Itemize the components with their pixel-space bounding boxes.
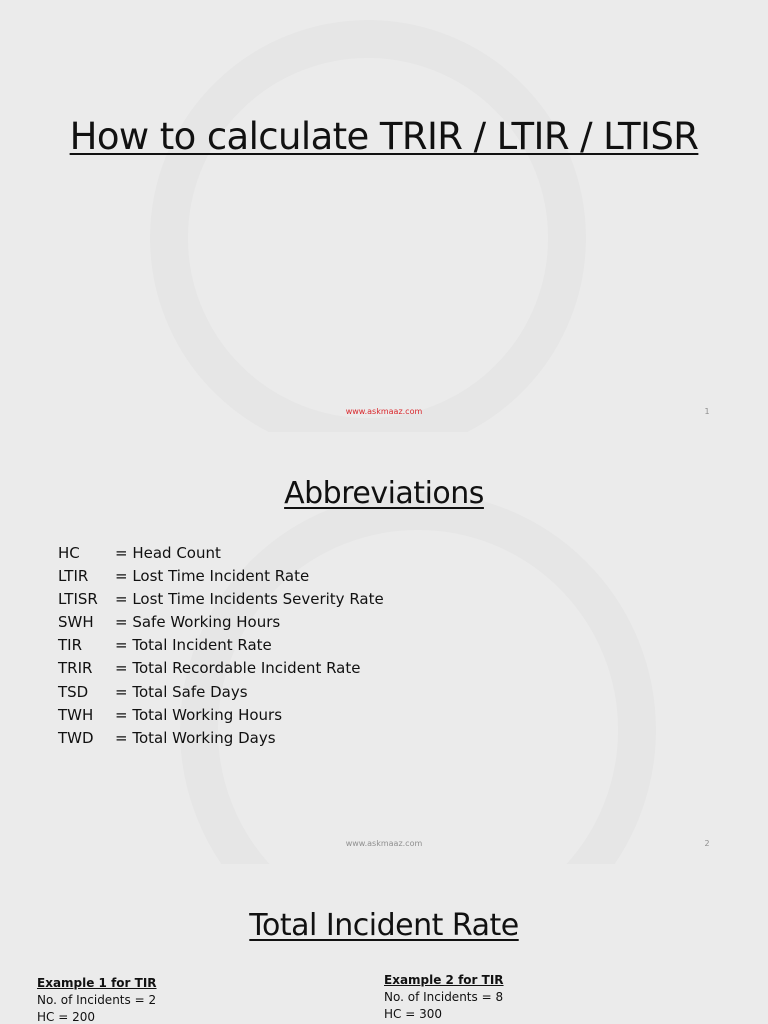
example-2 bbox=[384, 972, 504, 1023]
abbreviation-term: LTISR bbox=[58, 590, 98, 609]
slide-2-title: Abbreviations bbox=[284, 476, 484, 511]
slide-1 bbox=[0, 0, 768, 432]
slide-1-title: How to calculate TRIR / LTIR / LTISR bbox=[69, 115, 699, 158]
slide-2-footer-link[interactable]: www.askmaaz.com bbox=[345, 839, 423, 848]
slide-1-footer-link[interactable]: www.askmaaz.com bbox=[345, 407, 423, 416]
abbreviation-term: TSD bbox=[58, 682, 89, 701]
example-line: No. of Incidents = 8 bbox=[384, 990, 504, 1004]
abbreviation-definition: = Head Count bbox=[115, 544, 221, 562]
abbreviation-term: HC bbox=[58, 544, 80, 562]
slide-3-title: Total Incident Rate bbox=[249, 908, 519, 943]
watermark-circle bbox=[150, 20, 586, 432]
abbreviation-term: LTIR bbox=[58, 567, 89, 586]
example-1 bbox=[37, 975, 157, 1024]
abbreviation-term: TRIR bbox=[58, 659, 93, 678]
slide-3 bbox=[0, 864, 768, 1024]
abbreviation-definition: = Lost Time Incidents Severity Rate bbox=[115, 590, 384, 609]
slide-2 bbox=[0, 432, 768, 864]
example-line: No. of Incidents = 2 bbox=[37, 993, 157, 1007]
abbreviation-item bbox=[58, 704, 384, 727]
abbreviation-term: TIR bbox=[58, 636, 83, 655]
abbreviation-definition: = Total Incident Rate bbox=[115, 636, 272, 655]
abbreviation-term: TWD bbox=[58, 728, 94, 747]
abbreviation-term: TWH bbox=[58, 705, 94, 724]
slide-1-number: 1 bbox=[704, 407, 710, 416]
abbreviation-item bbox=[58, 657, 384, 680]
abbreviation-definition: = Lost Time Incident Rate bbox=[115, 567, 310, 586]
abbreviation-definition: = Safe Working Hours bbox=[115, 613, 281, 632]
abbreviation-term: SWH bbox=[58, 613, 94, 632]
example-line: HC = 300 bbox=[384, 1007, 442, 1021]
abbreviation-item bbox=[58, 565, 384, 588]
example-heading: Example 2 for TIR bbox=[384, 973, 504, 987]
abbreviation-item bbox=[58, 681, 384, 704]
example-heading: Example 1 for TIR bbox=[37, 976, 157, 990]
slide-2-number: 2 bbox=[704, 839, 710, 848]
abbreviation-item bbox=[58, 727, 384, 750]
abbreviation-item bbox=[58, 588, 384, 611]
abbreviation-definition: = Total Safe Days bbox=[115, 682, 248, 701]
abbreviation-definition: = Total Working Hours bbox=[115, 705, 283, 724]
example-line: HC = 200 bbox=[37, 1010, 95, 1024]
abbreviation-item bbox=[58, 634, 384, 657]
abbreviation-list bbox=[58, 542, 384, 750]
abbreviation-item bbox=[58, 542, 384, 565]
abbreviation-definition: = Total Recordable Incident Rate bbox=[115, 659, 361, 678]
abbreviation-item bbox=[58, 611, 384, 634]
abbreviation-definition: = Total Working Days bbox=[115, 728, 276, 747]
